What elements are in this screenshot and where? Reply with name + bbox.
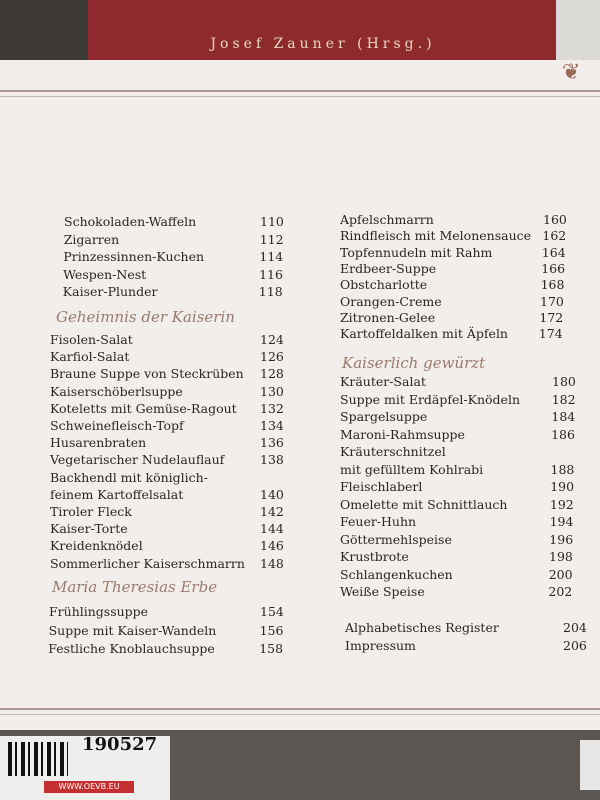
toc-entry-title: Krustbrote <box>340 549 409 564</box>
toc-entry-title: Kräuter-Salat <box>340 374 426 389</box>
toc-entry <box>50 556 330 572</box>
qr-code-icon <box>8 742 68 776</box>
toc-entry-title: feinem Kartoffelsalat <box>50 486 184 502</box>
toc-entry <box>50 401 330 417</box>
toc-entry-title: Impressum <box>345 638 416 653</box>
toc-entry <box>340 479 600 495</box>
toc-entry <box>49 604 329 620</box>
toc-entry-page: 110 <box>260 214 284 229</box>
toc-entry <box>50 384 330 400</box>
toc-entry-title: Kaiser-Plunder <box>62 284 158 299</box>
toc-entry-page: 166 <box>541 260 566 276</box>
toc-entry-page: 186 <box>551 426 575 442</box>
toc-entry-title: Fleischlaberl <box>340 479 423 494</box>
toc-entry-page: 112 <box>259 231 284 247</box>
toc-entry-page: 118 <box>258 284 283 299</box>
label-brand: WWW.OEVB.EU <box>44 781 134 793</box>
toc-entry <box>63 284 343 300</box>
toc-entry-title: Weiße Speise <box>340 584 425 599</box>
toc-entry-page: 144 <box>260 521 284 537</box>
bottom-rule-thin <box>0 714 600 715</box>
toc-entry-title: Husarenbraten <box>50 435 147 451</box>
bottom-rule <box>0 708 600 710</box>
toc-entry-title: Topfennudeln mit Rahm <box>340 244 493 260</box>
toc-entry-page: 182 <box>551 391 576 407</box>
toc-entry-page: 128 <box>260 366 284 382</box>
toc-entry-page: 200 <box>548 566 573 582</box>
toc-entry-title: Frühlingssuppe <box>49 604 149 619</box>
toc-entry-title: Maroni-Rahmsuppe <box>340 426 465 442</box>
toc-entry-page: 132 <box>260 400 284 416</box>
toc-entry-title: Schweinefleisch-Topf <box>50 418 184 433</box>
toc-entry-page: 194 <box>549 514 574 529</box>
toc-entry <box>50 418 330 434</box>
toc-entry <box>340 409 600 425</box>
toc-entry-title: Wespen-Nest <box>63 266 147 282</box>
toc-entry-page: 172 <box>539 309 564 325</box>
toc-entry-title: Kräuterschnitzel <box>340 444 446 459</box>
toc-entry-page: 188 <box>550 461 575 477</box>
toc-entry-title: Feuer-Huhn <box>340 514 417 529</box>
toc-entry-title: Erdbeer-Suppe <box>340 260 437 276</box>
toc-entry-page: 204 <box>563 620 587 635</box>
toc-entry <box>50 366 330 382</box>
toc-entry-title: Backhendl mit königlich- <box>50 469 208 485</box>
toc-entry-title: Kaiser-Torte <box>50 521 128 537</box>
toc-entry <box>50 487 330 503</box>
toc-entry-page: 168 <box>540 277 565 293</box>
toc-entry <box>340 532 600 548</box>
toc-entry-page: 142 <box>260 504 284 519</box>
toc-entry-page: 196 <box>549 531 574 547</box>
toc-entry <box>340 261 600 277</box>
toc-entry-title: Spargelsuppe <box>340 409 428 424</box>
toc-entry-title: Rindfleisch mit Melonensauce <box>340 228 532 244</box>
toc-entry <box>340 427 600 443</box>
toc-entry-page: 158 <box>259 641 284 656</box>
toc-entry <box>64 214 344 230</box>
toc-entry-title: Koteletts mit Gemüse-Ragout <box>50 400 237 416</box>
side-sticker <box>580 740 600 790</box>
toc-entry <box>50 452 330 468</box>
toc-entry-title: Vegetarischer Nudelauflauf <box>50 452 225 468</box>
toc-entry <box>63 249 343 265</box>
toc-entry-title: mit gefülltem Kohlrabi <box>340 461 484 477</box>
toc-entry-page: 140 <box>260 486 284 502</box>
toc-entry-title: Schlangenkuchen <box>340 566 453 582</box>
toc-entry-page: 170 <box>540 293 564 309</box>
toc-entry-title: Fisolen-Salat <box>50 332 133 347</box>
toc-entry <box>340 277 600 293</box>
toc-entry <box>49 623 329 639</box>
toc-entry-title: Sommerlicher Kaiserschmarrn <box>50 555 245 571</box>
toc-entry <box>340 549 600 565</box>
toc-entry-title: Suppe mit Erdäpfel-Knödeln <box>340 391 520 407</box>
toc-entry <box>340 444 600 460</box>
toc-entry-page: 180 <box>552 374 576 389</box>
toc-left-column <box>50 60 340 720</box>
toc-entry <box>50 349 330 365</box>
toc-entry-page: 160 <box>543 212 567 227</box>
section-heading: Kaiserlich gewürzt <box>342 354 486 372</box>
toc-entry-title: Karfiol-Salat <box>50 349 130 365</box>
toc-entry-title: Kreidenknödel <box>50 538 143 554</box>
toc-entry-title: Prinzessinnen-Kuchen <box>63 249 205 264</box>
toc-entry-page: 190 <box>550 479 575 494</box>
toc-entry <box>340 228 600 244</box>
toc-entry <box>340 584 600 600</box>
toc-entry <box>345 638 600 654</box>
toc-entry <box>340 294 600 310</box>
back-book-header: Josef Zauner (Hrsg.) <box>210 36 436 52</box>
toc-entry-title: Omelette mit Schnittlauch <box>340 496 508 512</box>
toc-entry <box>340 326 600 342</box>
toc-right-column <box>340 60 600 720</box>
toc-entry-page: 138 <box>260 452 284 468</box>
toc-entry-page: 192 <box>549 496 574 512</box>
toc-entry-title: Schokoladen-Waffeln <box>64 214 197 229</box>
toc-entry <box>340 392 600 408</box>
label-code: 190527 <box>82 734 158 755</box>
toc-entry-page: 136 <box>260 435 284 451</box>
section-heading: Geheimnis der Kaiserin <box>56 308 235 326</box>
toc-entry-title: Braune Suppe von Steckrüben <box>50 366 244 382</box>
toc-entry-title: Festliche Knoblauchsuppe <box>48 641 215 656</box>
toc-entry-page: 198 <box>549 549 573 564</box>
toc-entry <box>340 497 600 513</box>
toc-entry <box>345 620 600 636</box>
toc-entry-title: Orangen-Creme <box>340 293 442 309</box>
toc-entry-page: 156 <box>259 622 284 638</box>
toc-entry <box>340 514 600 530</box>
toc-entry-page: 130 <box>260 383 284 399</box>
toc-entry-page: 154 <box>260 604 284 619</box>
toc-entry-title: Suppe mit Kaiser-Wandeln <box>48 622 217 638</box>
toc-entry-page: 116 <box>259 266 283 282</box>
toc-entry-page: 162 <box>542 228 567 244</box>
toc-entry-page: 124 <box>260 332 284 347</box>
toc-entry-page: 206 <box>563 638 587 653</box>
toc-entry-page: 146 <box>260 538 284 554</box>
toc-entry <box>63 267 343 283</box>
toc-entry-page: 174 <box>538 326 563 342</box>
toc-entry <box>50 470 330 486</box>
toc-entry-title: Kaiserschöberlsuppe <box>50 383 183 399</box>
toc-entry-page: 126 <box>260 349 284 365</box>
toc-entry <box>340 462 600 478</box>
toc-entry <box>50 332 330 348</box>
toc-entry-title: Göttermehlspeise <box>340 531 452 547</box>
toc-entry-title: Apfelschmarrn <box>340 212 434 227</box>
toc-entry-title: Obstcharlotte <box>340 277 428 293</box>
toc-entry-page: 184 <box>551 409 576 424</box>
toc-entry <box>340 374 600 390</box>
toc-entry-title: Zigarren <box>63 231 120 247</box>
toc-entry-title: Kartoffeldalken mit Äpfeln <box>340 326 508 342</box>
toc-entry <box>48 641 328 657</box>
section-heading: Maria Theresias Erbe <box>52 578 218 596</box>
toc-entry <box>50 435 330 451</box>
ornament-icon: ❦ <box>562 60 581 85</box>
book-page <box>0 60 600 730</box>
toc-entry-page: 202 <box>548 584 573 599</box>
toc-entry <box>340 245 600 261</box>
toc-entry-page: 134 <box>260 418 284 433</box>
toc-entry-page: 148 <box>260 555 284 571</box>
toc-entry-title: Zitronen-Gelee <box>340 309 436 325</box>
toc-entry <box>340 567 600 583</box>
toc-entry <box>50 504 330 520</box>
toc-entry <box>64 232 344 248</box>
toc-entry-title: Tiroler Fleck <box>50 504 132 519</box>
toc-entry-page: 164 <box>541 244 566 260</box>
toc-entry-page: 114 <box>259 249 284 264</box>
toc-entry <box>50 521 330 537</box>
toc-entry <box>50 538 330 554</box>
toc-entry <box>340 212 600 228</box>
toc-entry <box>340 310 600 326</box>
toc-entry-title: Alphabetisches Register <box>345 620 499 635</box>
